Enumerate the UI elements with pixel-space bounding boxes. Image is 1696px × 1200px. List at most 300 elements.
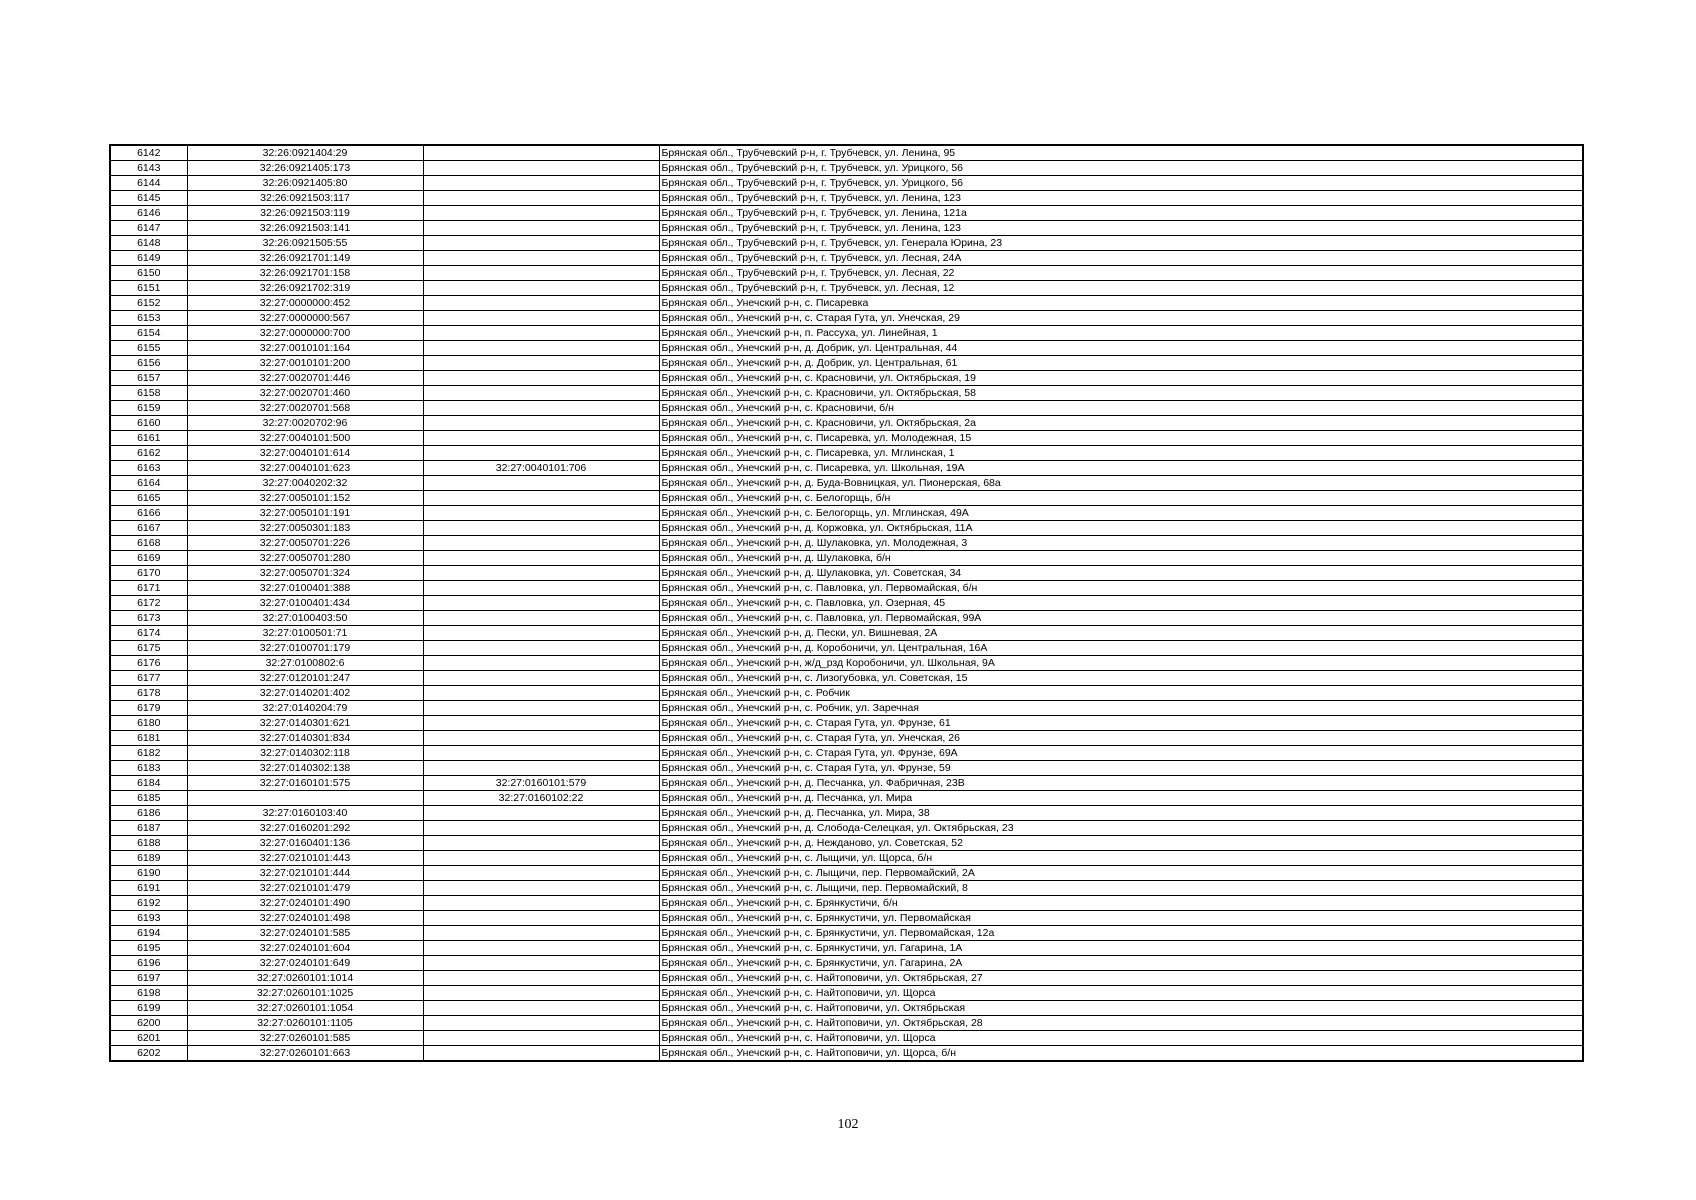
cadastral-number-cell: 32:26:0921505:55 xyxy=(187,236,423,251)
related-cadastral-number-cell xyxy=(423,821,659,836)
table-row xyxy=(110,986,1583,1001)
related-cadastral-number-cell xyxy=(423,911,659,926)
related-cadastral-number-cell xyxy=(423,431,659,446)
cadastral-number-cell: 32:27:0140204:79 xyxy=(187,701,423,716)
related-cadastral-number-cell xyxy=(423,986,659,1001)
table-row xyxy=(110,836,1583,851)
address-cell: Брянская обл., Унечский р-н, с. Найтоповичи, ул. Октябрьская xyxy=(659,1001,1583,1016)
cadastral-number-cell: 32:27:0160103:40 xyxy=(187,806,423,821)
related-cadastral-number-cell xyxy=(423,356,659,371)
related-cadastral-number-cell xyxy=(423,266,659,281)
related-cadastral-number-cell xyxy=(423,581,659,596)
related-cadastral-number-cell xyxy=(423,806,659,821)
cadastral-number-cell: 32:27:0040101:623 xyxy=(187,461,423,476)
row-number-cell: 6150 xyxy=(110,266,187,281)
row-number-cell: 6180 xyxy=(110,716,187,731)
cadastral-number-cell: 32:27:0240101:604 xyxy=(187,941,423,956)
address-cell: Брянская обл., Унечский р-н, с. Белогорщь, ул. Мглинская, 49А xyxy=(659,506,1583,521)
cadastral-number-cell: 32:26:0921503:119 xyxy=(187,206,423,221)
related-cadastral-number-cell xyxy=(423,191,659,206)
address-cell: Брянская обл., Унечский р-н, д. Шулаковка, б/н xyxy=(659,551,1583,566)
row-number-cell: 6176 xyxy=(110,656,187,671)
cadastral-number-cell: 32:27:0100802:6 xyxy=(187,656,423,671)
cadastral-number-cell: 32:27:0050301:183 xyxy=(187,521,423,536)
table-row xyxy=(110,896,1583,911)
cadastral-number-cell: 32:26:0921405:80 xyxy=(187,176,423,191)
table-row xyxy=(110,206,1583,221)
address-cell: Брянская обл., Унечский р-н, с. Писаревка xyxy=(659,296,1583,311)
row-number-cell: 6156 xyxy=(110,356,187,371)
row-number-cell: 6179 xyxy=(110,701,187,716)
address-cell: Брянская обл., Унечский р-н, с. Старая Гута, ул. Фрунзе, 59 xyxy=(659,761,1583,776)
table-row xyxy=(110,446,1583,461)
related-cadastral-number-cell xyxy=(423,236,659,251)
address-cell: Брянская обл., Унечский р-н, с. Брянкустичи, ул. Первомайская xyxy=(659,911,1583,926)
row-number-cell: 6184 xyxy=(110,776,187,791)
table-row xyxy=(110,341,1583,356)
table-row xyxy=(110,266,1583,281)
related-cadastral-number-cell xyxy=(423,251,659,266)
cadastral-number-cell: 32:27:0240101:649 xyxy=(187,956,423,971)
row-number-cell: 6187 xyxy=(110,821,187,836)
address-cell: Брянская обл., Унечский р-н, с. Павловка, ул. Озерная, 45 xyxy=(659,596,1583,611)
cadastral-number-cell: 32:27:0120101:247 xyxy=(187,671,423,686)
related-cadastral-number-cell xyxy=(423,521,659,536)
table-row xyxy=(110,296,1583,311)
address-cell: Брянская обл., Трубчевский р-н, г. Трубчевск, ул. Ленина, 121а xyxy=(659,206,1583,221)
table-row xyxy=(110,1016,1583,1031)
table-row xyxy=(110,1031,1583,1046)
cadastral-number-cell xyxy=(187,791,423,806)
related-cadastral-number-cell xyxy=(423,446,659,461)
address-cell: Брянская обл., Унечский р-н, д. Коржовка, ул. Октябрьская, 11А xyxy=(659,521,1583,536)
related-cadastral-number-cell xyxy=(423,761,659,776)
address-cell: Брянская обл., Унечский р-н, с. Красновичи, ул. Октябрьская, 58 xyxy=(659,386,1583,401)
related-cadastral-number-cell xyxy=(423,176,659,191)
row-number-cell: 6198 xyxy=(110,986,187,1001)
related-cadastral-number-cell xyxy=(423,566,659,581)
address-cell: Брянская обл., Трубчевский р-н, г. Трубчевск, ул. Лесная, 22 xyxy=(659,266,1583,281)
cadastral-number-cell: 32:27:0040202:32 xyxy=(187,476,423,491)
row-number-cell: 6188 xyxy=(110,836,187,851)
table-row xyxy=(110,776,1583,791)
table-row xyxy=(110,401,1583,416)
table-row xyxy=(110,521,1583,536)
table-row xyxy=(110,281,1583,296)
cadastral-number-cell: 32:27:0210101:444 xyxy=(187,866,423,881)
address-cell: Брянская обл., Унечский р-н, д. Слобода-Селецкая, ул. Октябрьская, 23 xyxy=(659,821,1583,836)
table-row xyxy=(110,761,1583,776)
cadastral-number-cell: 32:27:0210101:443 xyxy=(187,851,423,866)
row-number-cell: 6185 xyxy=(110,791,187,806)
cadastral-number-cell: 32:26:0921404:29 xyxy=(187,145,423,161)
row-number-cell: 6151 xyxy=(110,281,187,296)
address-cell: Брянская обл., Унечский р-н, д. Песчанка, ул. Мира, 38 xyxy=(659,806,1583,821)
related-cadastral-number-cell xyxy=(423,281,659,296)
address-cell: Брянская обл., Унечский р-н, с. Красновичи, ул. Октябрьская, 19 xyxy=(659,371,1583,386)
row-number-cell: 6168 xyxy=(110,536,187,551)
cadastral-number-cell: 32:27:0050101:152 xyxy=(187,491,423,506)
cadastral-number-cell: 32:26:0921405:173 xyxy=(187,161,423,176)
cadastral-number-cell: 32:27:0040101:614 xyxy=(187,446,423,461)
related-cadastral-number-cell xyxy=(423,926,659,941)
related-cadastral-number-cell xyxy=(423,416,659,431)
registry-table-body xyxy=(110,145,1583,1061)
related-cadastral-number-cell xyxy=(423,881,659,896)
address-cell: Брянская обл., Унечский р-н, д. Шулаковка, ул. Советская, 34 xyxy=(659,566,1583,581)
cadastral-number-cell: 32:27:0160401:136 xyxy=(187,836,423,851)
table-row xyxy=(110,311,1583,326)
related-cadastral-number-cell xyxy=(423,506,659,521)
related-cadastral-number-cell xyxy=(423,836,659,851)
table-row xyxy=(110,686,1583,701)
table-row xyxy=(110,176,1583,191)
row-number-cell: 6192 xyxy=(110,896,187,911)
table-row xyxy=(110,566,1583,581)
cadastral-number-cell: 32:27:0140302:118 xyxy=(187,746,423,761)
table-row xyxy=(110,866,1583,881)
cadastral-number-cell: 32:26:0921701:149 xyxy=(187,251,423,266)
address-cell: Брянская обл., Унечский р-н, д. Пески, ул. Вишневая, 2А xyxy=(659,626,1583,641)
cadastral-number-cell: 32:27:0160201:292 xyxy=(187,821,423,836)
related-cadastral-number-cell: 32:27:0160101:579 xyxy=(423,776,659,791)
cadastral-number-cell: 32:27:0050701:324 xyxy=(187,566,423,581)
page-number: 102 xyxy=(837,1117,859,1132)
row-number-cell: 6152 xyxy=(110,296,187,311)
table-row xyxy=(110,791,1583,806)
row-number-cell: 6163 xyxy=(110,461,187,476)
related-cadastral-number-cell xyxy=(423,971,659,986)
address-cell: Брянская обл., Унечский р-н, д. Добрик, ул. Центральная, 44 xyxy=(659,341,1583,356)
table-row xyxy=(110,881,1583,896)
row-number-cell: 6186 xyxy=(110,806,187,821)
address-cell: Брянская обл., Унечский р-н, с. Писаревка, ул. Мглинская, 1 xyxy=(659,446,1583,461)
cadastral-number-cell: 32:27:0260101:1105 xyxy=(187,1016,423,1031)
related-cadastral-number-cell xyxy=(423,956,659,971)
cadastral-number-cell: 32:27:0020701:568 xyxy=(187,401,423,416)
cadastral-number-cell: 32:27:0000000:567 xyxy=(187,311,423,326)
table-row xyxy=(110,326,1583,341)
address-cell: Брянская обл., Унечский р-н, д. Буда-Вовницкая, ул. Пионерская, 68а xyxy=(659,476,1583,491)
address-cell: Брянская обл., Унечский р-н, с. Брянкустичи, ул. Гагарина, 2А xyxy=(659,956,1583,971)
related-cadastral-number-cell xyxy=(423,896,659,911)
table-row xyxy=(110,536,1583,551)
row-number-cell: 6162 xyxy=(110,446,187,461)
row-number-cell: 6148 xyxy=(110,236,187,251)
table-row xyxy=(110,806,1583,821)
row-number-cell: 6175 xyxy=(110,641,187,656)
related-cadastral-number-cell xyxy=(423,536,659,551)
related-cadastral-number-cell xyxy=(423,671,659,686)
address-cell: Брянская обл., Унечский р-н, ж/д_рзд Коробоничи, ул. Школьная, 9А xyxy=(659,656,1583,671)
row-number-cell: 6190 xyxy=(110,866,187,881)
related-cadastral-number-cell xyxy=(423,701,659,716)
related-cadastral-number-cell xyxy=(423,746,659,761)
table-row xyxy=(110,971,1583,986)
table-row xyxy=(110,251,1583,266)
row-number-cell: 6173 xyxy=(110,611,187,626)
address-cell: Брянская обл., Унечский р-н, с. Брянкустичи, б/н xyxy=(659,896,1583,911)
row-number-cell: 6181 xyxy=(110,731,187,746)
address-cell: Брянская обл., Унечский р-н, с. Старая Гута, ул. Унечская, 26 xyxy=(659,731,1583,746)
row-number-cell: 6160 xyxy=(110,416,187,431)
cadastral-number-cell: 32:26:0921503:117 xyxy=(187,191,423,206)
row-number-cell: 6194 xyxy=(110,926,187,941)
address-cell: Брянская обл., Унечский р-н, с. Найтоповичи, ул. Щорса xyxy=(659,1031,1583,1046)
table-row xyxy=(110,701,1583,716)
related-cadastral-number-cell xyxy=(423,611,659,626)
address-cell: Брянская обл., Трубчевский р-н, г. Трубчевск, ул. Лесная, 24А xyxy=(659,251,1583,266)
row-number-cell: 6159 xyxy=(110,401,187,416)
row-number-cell: 6169 xyxy=(110,551,187,566)
table-row xyxy=(110,746,1583,761)
table-row xyxy=(110,161,1583,176)
row-number-cell: 6197 xyxy=(110,971,187,986)
row-number-cell: 6182 xyxy=(110,746,187,761)
related-cadastral-number-cell xyxy=(423,716,659,731)
table-row xyxy=(110,941,1583,956)
row-number-cell: 6166 xyxy=(110,506,187,521)
table-row xyxy=(110,611,1583,626)
cadastral-number-cell: 32:27:0010101:200 xyxy=(187,356,423,371)
table-row xyxy=(110,821,1583,836)
table-row xyxy=(110,356,1583,371)
related-cadastral-number-cell xyxy=(423,941,659,956)
related-cadastral-number-cell xyxy=(423,401,659,416)
cadastral-number-cell: 32:27:0160101:575 xyxy=(187,776,423,791)
row-number-cell: 6147 xyxy=(110,221,187,236)
cadastral-number-cell: 32:27:0050101:191 xyxy=(187,506,423,521)
cadastral-number-cell: 32:27:0100401:434 xyxy=(187,596,423,611)
table-row xyxy=(110,221,1583,236)
cadastral-number-cell: 32:26:0921702:319 xyxy=(187,281,423,296)
row-number-cell: 6200 xyxy=(110,1016,187,1031)
address-cell: Брянская обл., Унечский р-н, с. Лизогубовка, ул. Советская, 15 xyxy=(659,671,1583,686)
address-cell: Брянская обл., Унечский р-н, с. Старая Гута, ул. Фрунзе, 61 xyxy=(659,716,1583,731)
table-row xyxy=(110,386,1583,401)
row-number-cell: 6155 xyxy=(110,341,187,356)
table-row xyxy=(110,191,1583,206)
address-cell: Брянская обл., Унечский р-н, с. Белогорщь, б/н xyxy=(659,491,1583,506)
address-cell: Брянская обл., Трубчевский р-н, г. Трубчевск, ул. Ленина, 95 xyxy=(659,145,1583,161)
address-cell: Брянская обл., Унечский р-н, с. Лыщичи, пер. Первомайский, 2А xyxy=(659,866,1583,881)
cadastral-number-cell: 32:27:0100403:50 xyxy=(187,611,423,626)
address-cell: Брянская обл., Трубчевский р-н, г. Трубчевск, ул. Ленина, 123 xyxy=(659,191,1583,206)
related-cadastral-number-cell xyxy=(423,851,659,866)
registry-table-container xyxy=(109,144,1582,1062)
address-cell: Брянская обл., Унечский р-н, с. Красновичи, б/н xyxy=(659,401,1583,416)
cadastral-number-cell: 32:27:0260101:1014 xyxy=(187,971,423,986)
row-number-cell: 6178 xyxy=(110,686,187,701)
address-cell: Брянская обл., Унечский р-н, с. Красновичи, ул. Октябрьская, 2а xyxy=(659,416,1583,431)
row-number-cell: 6154 xyxy=(110,326,187,341)
table-row xyxy=(110,956,1583,971)
address-cell: Брянская обл., Унечский р-н, с. Найтоповичи, ул. Щорса xyxy=(659,986,1583,1001)
related-cadastral-number-cell xyxy=(423,641,659,656)
row-number-cell: 6174 xyxy=(110,626,187,641)
row-number-cell: 6144 xyxy=(110,176,187,191)
related-cadastral-number-cell xyxy=(423,296,659,311)
address-cell: Брянская обл., Трубчевский р-н, г. Трубчевск, ул. Генерала Юрина, 23 xyxy=(659,236,1583,251)
table-row xyxy=(110,581,1583,596)
table-row xyxy=(110,236,1583,251)
row-number-cell: 6142 xyxy=(110,145,187,161)
cadastral-number-cell: 32:27:0010101:164 xyxy=(187,341,423,356)
table-row xyxy=(110,926,1583,941)
related-cadastral-number-cell xyxy=(423,161,659,176)
address-cell: Брянская обл., Унечский р-н, с. Лыщичи, ул. Щорса, б/н xyxy=(659,851,1583,866)
cadastral-number-cell: 32:27:0040101:500 xyxy=(187,431,423,446)
address-cell: Брянская обл., Унечский р-н, с. Павловка, ул. Первомайская, 99А xyxy=(659,611,1583,626)
related-cadastral-number-cell xyxy=(423,371,659,386)
table-row xyxy=(110,626,1583,641)
related-cadastral-number-cell xyxy=(423,1001,659,1016)
related-cadastral-number-cell xyxy=(423,551,659,566)
related-cadastral-number-cell xyxy=(423,731,659,746)
cadastral-number-cell: 32:27:0240101:585 xyxy=(187,926,423,941)
row-number-cell: 6183 xyxy=(110,761,187,776)
row-number-cell: 6201 xyxy=(110,1031,187,1046)
address-cell: Брянская обл., Унечский р-н, п. Рассуха, ул. Линейная, 1 xyxy=(659,326,1583,341)
address-cell: Брянская обл., Унечский р-н, с. Павловка, ул. Первомайская, б/н xyxy=(659,581,1583,596)
related-cadastral-number-cell xyxy=(423,686,659,701)
table-row xyxy=(110,461,1583,476)
cadastral-number-cell: 32:27:0260101:663 xyxy=(187,1046,423,1062)
row-number-cell: 6165 xyxy=(110,491,187,506)
row-number-cell: 6202 xyxy=(110,1046,187,1062)
cadastral-number-cell: 32:26:0921503:141 xyxy=(187,221,423,236)
row-number-cell: 6158 xyxy=(110,386,187,401)
table-row xyxy=(110,506,1583,521)
address-cell: Брянская обл., Унечский р-н, д. Шулаковка, ул. Молодежная, 3 xyxy=(659,536,1583,551)
cadastral-number-cell: 32:27:0140301:621 xyxy=(187,716,423,731)
related-cadastral-number-cell: 32:27:0160102:22 xyxy=(423,791,659,806)
row-number-cell: 6172 xyxy=(110,596,187,611)
row-number-cell: 6143 xyxy=(110,161,187,176)
address-cell: Брянская обл., Унечский р-н, с. Писаревка, ул. Школьная, 19А xyxy=(659,461,1583,476)
cadastral-number-cell: 32:27:0240101:490 xyxy=(187,896,423,911)
table-row xyxy=(110,551,1583,566)
cadastral-number-cell: 32:27:0000000:452 xyxy=(187,296,423,311)
row-number-cell: 6146 xyxy=(110,206,187,221)
address-cell: Брянская обл., Унечский р-н, с. Старая Гута, ул. Унечская, 29 xyxy=(659,311,1583,326)
related-cadastral-number-cell xyxy=(423,311,659,326)
related-cadastral-number-cell xyxy=(423,1031,659,1046)
related-cadastral-number-cell xyxy=(423,326,659,341)
table-row xyxy=(110,716,1583,731)
row-number-cell: 6170 xyxy=(110,566,187,581)
cadastral-number-cell: 32:27:0000000:700 xyxy=(187,326,423,341)
cadastral-number-cell: 32:27:0140201:402 xyxy=(187,686,423,701)
row-number-cell: 6171 xyxy=(110,581,187,596)
row-number-cell: 6161 xyxy=(110,431,187,446)
row-number-cell: 6189 xyxy=(110,851,187,866)
table-row xyxy=(110,911,1583,926)
address-cell: Брянская обл., Унечский р-н, с. Найтоповичи, ул. Октябрьская, 27 xyxy=(659,971,1583,986)
cadastral-number-cell: 32:27:0210101:479 xyxy=(187,881,423,896)
address-cell: Брянская обл., Унечский р-н, с. Старая Гута, ул. Фрунзе, 69А xyxy=(659,746,1583,761)
related-cadastral-number-cell xyxy=(423,145,659,161)
table-row xyxy=(110,1001,1583,1016)
cadastral-number-cell: 32:27:0050701:280 xyxy=(187,551,423,566)
cadastral-number-cell: 32:27:0260101:585 xyxy=(187,1031,423,1046)
row-number-cell: 6157 xyxy=(110,371,187,386)
address-cell: Брянская обл., Унечский р-н, с. Робчик xyxy=(659,686,1583,701)
related-cadastral-number-cell xyxy=(423,206,659,221)
row-number-cell: 6164 xyxy=(110,476,187,491)
address-cell: Брянская обл., Унечский р-н, д. Нежданово, ул. Советская, 52 xyxy=(659,836,1583,851)
address-cell: Брянская обл., Унечский р-н, д. Коробоничи, ул. Центральная, 16А xyxy=(659,641,1583,656)
related-cadastral-number-cell xyxy=(423,1016,659,1031)
row-number-cell: 6193 xyxy=(110,911,187,926)
address-cell: Брянская обл., Унечский р-н, с. Брянкустичи, ул. Первомайская, 12а xyxy=(659,926,1583,941)
address-cell: Брянская обл., Унечский р-н, с. Брянкустичи, ул. Гагарина, 1А xyxy=(659,941,1583,956)
cadastral-number-cell: 32:27:0020701:460 xyxy=(187,386,423,401)
related-cadastral-number-cell xyxy=(423,491,659,506)
address-cell: Брянская обл., Унечский р-н, с. Робчик, ул. Заречная xyxy=(659,701,1583,716)
cadastral-number-cell: 32:27:0240101:498 xyxy=(187,911,423,926)
table-row xyxy=(110,641,1583,656)
related-cadastral-number-cell xyxy=(423,596,659,611)
address-cell: Брянская обл., Трубчевский р-н, г. Трубчевск, ул. Лесная, 12 xyxy=(659,281,1583,296)
address-cell: Брянская обл., Унечский р-н, д. Песчанка, ул. Фабричная, 23В xyxy=(659,776,1583,791)
row-number-cell: 6195 xyxy=(110,941,187,956)
related-cadastral-number-cell xyxy=(423,626,659,641)
row-number-cell: 6145 xyxy=(110,191,187,206)
related-cadastral-number-cell xyxy=(423,866,659,881)
related-cadastral-number-cell xyxy=(423,476,659,491)
address-cell: Брянская обл., Унечский р-н, д. Песчанка, ул. Мира xyxy=(659,791,1583,806)
related-cadastral-number-cell xyxy=(423,221,659,236)
address-cell: Брянская обл., Трубчевский р-н, г. Трубчевск, ул. Урицкого, 56 xyxy=(659,161,1583,176)
table-row xyxy=(110,431,1583,446)
table-row xyxy=(110,416,1583,431)
row-number-cell: 6149 xyxy=(110,251,187,266)
table-row xyxy=(110,145,1583,161)
cadastral-number-cell: 32:27:0260101:1025 xyxy=(187,986,423,1001)
row-number-cell: 6167 xyxy=(110,521,187,536)
cadastral-number-cell: 32:27:0140302:138 xyxy=(187,761,423,776)
row-number-cell: 6199 xyxy=(110,1001,187,1016)
table-row xyxy=(110,491,1583,506)
row-number-cell: 6196 xyxy=(110,956,187,971)
cadastral-number-cell: 32:27:0020702:96 xyxy=(187,416,423,431)
cadastral-number-cell: 32:26:0921701:158 xyxy=(187,266,423,281)
table-row xyxy=(110,851,1583,866)
registry-table xyxy=(109,144,1584,1062)
table-row xyxy=(110,371,1583,386)
related-cadastral-number-cell xyxy=(423,386,659,401)
related-cadastral-number-cell xyxy=(423,1046,659,1062)
related-cadastral-number-cell xyxy=(423,341,659,356)
row-number-cell: 6153 xyxy=(110,311,187,326)
related-cadastral-number-cell xyxy=(423,656,659,671)
cadastral-number-cell: 32:27:0100501:71 xyxy=(187,626,423,641)
table-row xyxy=(110,1046,1583,1062)
cadastral-number-cell: 32:27:0100701:179 xyxy=(187,641,423,656)
address-cell: Брянская обл., Унечский р-н, д. Добрик, ул. Центральная, 61 xyxy=(659,356,1583,371)
cadastral-number-cell: 32:27:0260101:1054 xyxy=(187,1001,423,1016)
cadastral-number-cell: 32:27:0100401:388 xyxy=(187,581,423,596)
address-cell: Брянская обл., Трубчевский р-н, г. Трубчевск, ул. Ленина, 123 xyxy=(659,221,1583,236)
table-row xyxy=(110,596,1583,611)
table-row xyxy=(110,656,1583,671)
table-row xyxy=(110,731,1583,746)
cadastral-number-cell: 32:27:0140301:834 xyxy=(187,731,423,746)
table-row xyxy=(110,671,1583,686)
cadastral-number-cell: 32:27:0020701:446 xyxy=(187,371,423,386)
table-row xyxy=(110,476,1583,491)
